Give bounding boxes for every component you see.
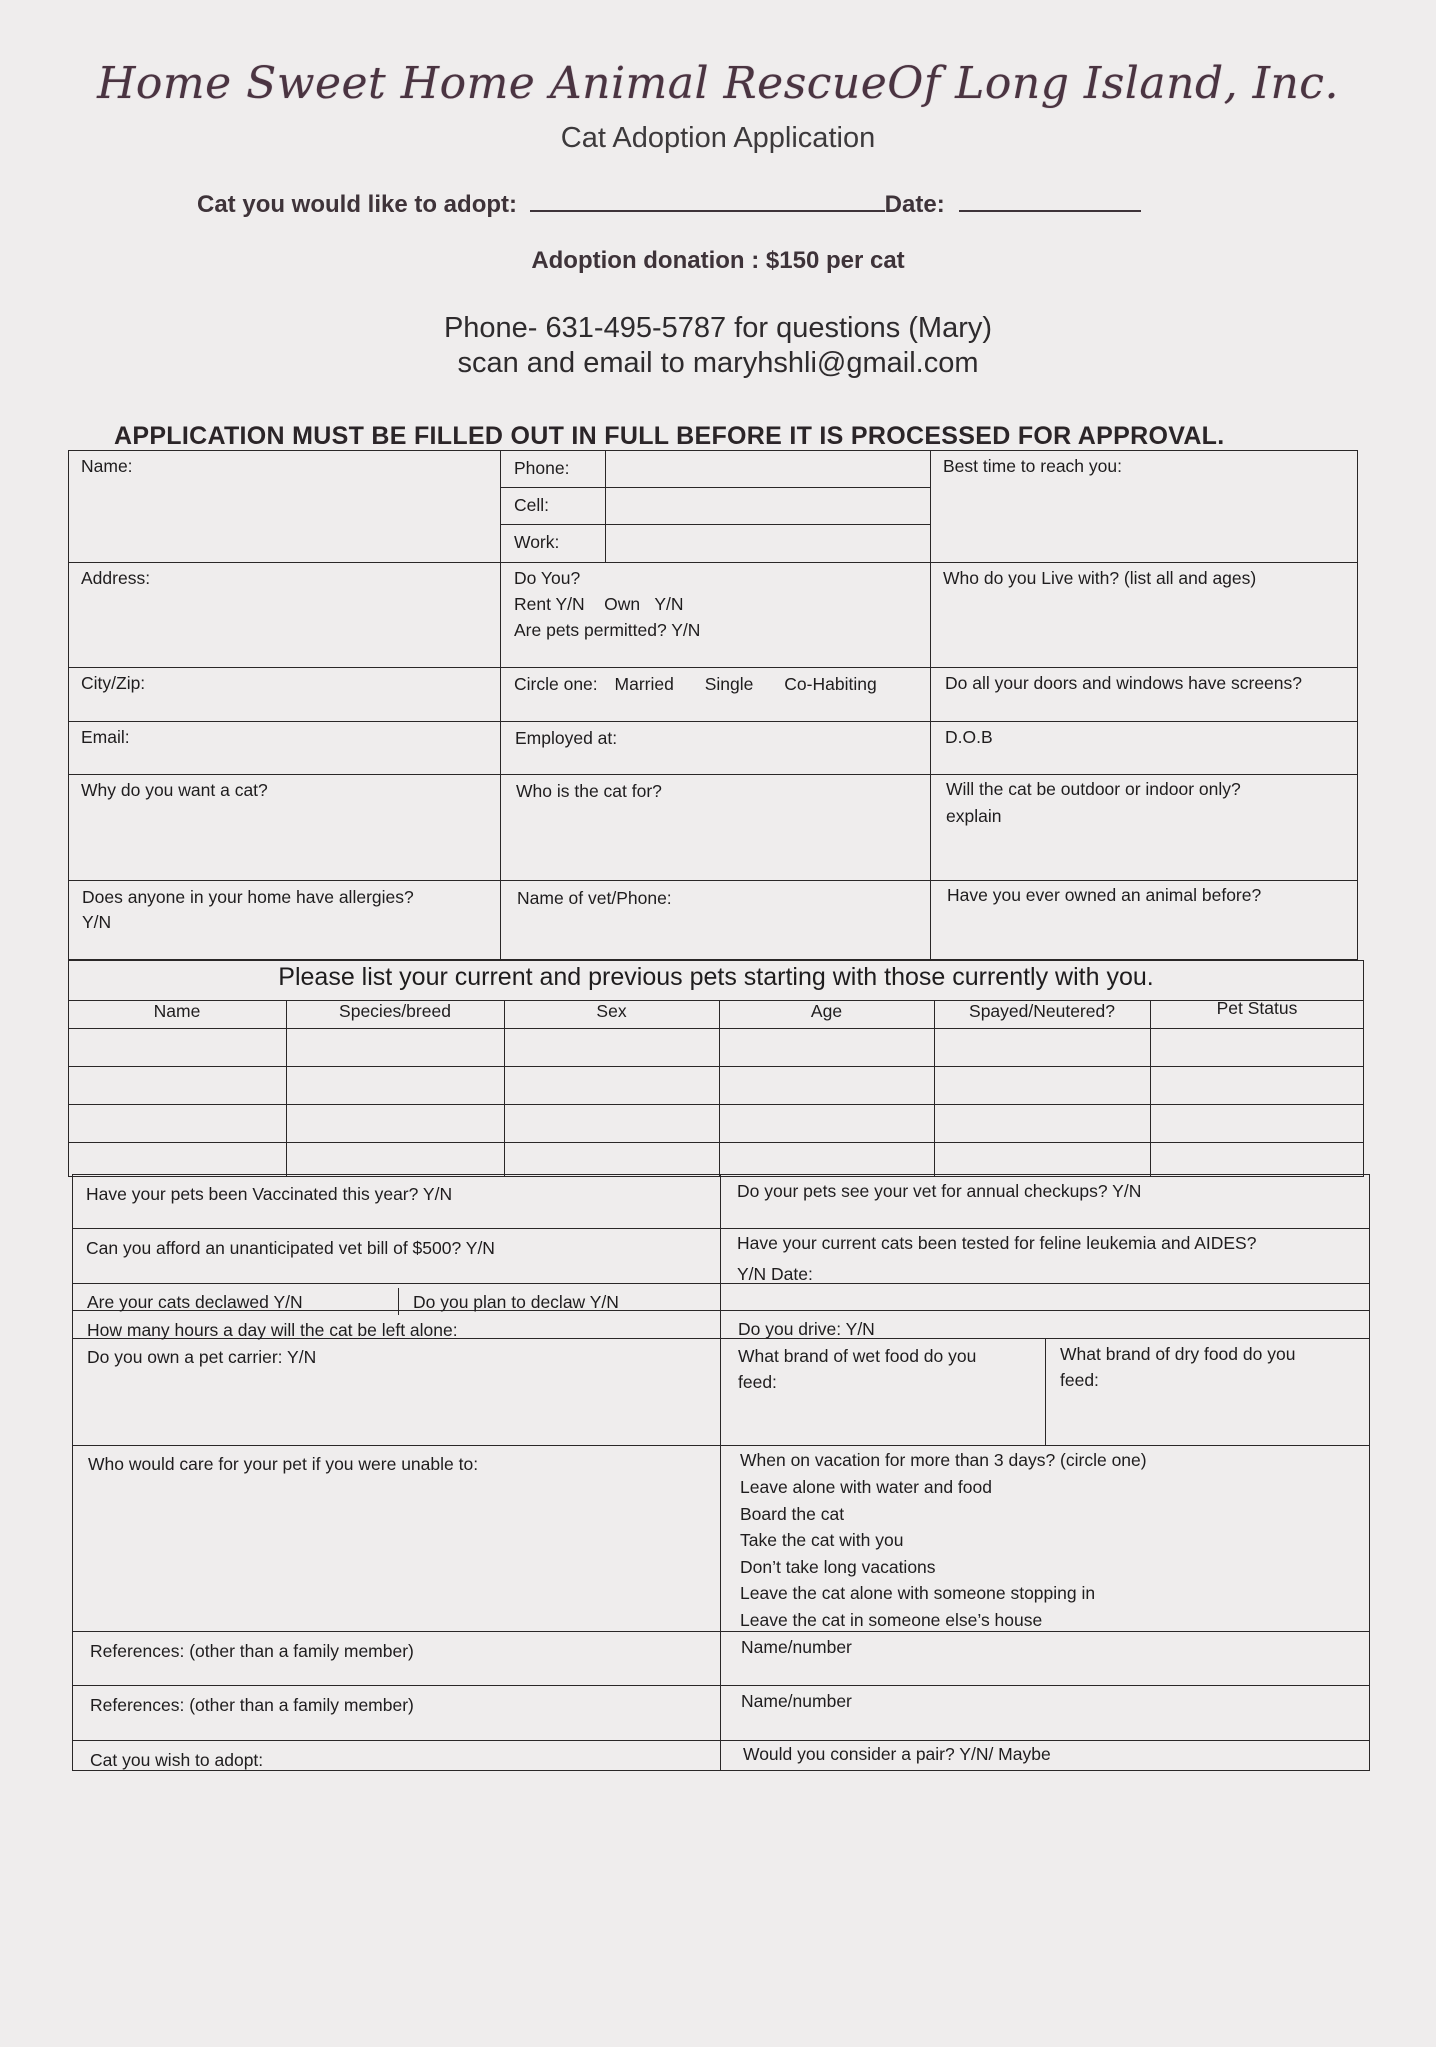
col-header-age: Age bbox=[810, 1001, 843, 1021]
who-care-field[interactable]: Who would care for your pet if you were unable to: bbox=[88, 1454, 479, 1474]
rent-own-field[interactable]: Rent Y/N Own Y/N bbox=[514, 594, 684, 614]
cat-adopt-row bbox=[197, 188, 1141, 219]
drive-field[interactable]: Do you drive: Y/N bbox=[738, 1319, 875, 1339]
col-header-spayed: Spayed/Neutered? bbox=[969, 1001, 1115, 1021]
cat-wish-field[interactable]: Cat you wish to adopt: bbox=[90, 1750, 264, 1770]
pet-cell[interactable] bbox=[288, 1030, 502, 1064]
cat-adopt-field[interactable] bbox=[530, 188, 885, 212]
phone-field[interactable]: Phone: bbox=[514, 458, 570, 478]
divider bbox=[68, 880, 1358, 881]
divider bbox=[1045, 1338, 1046, 1445]
divider bbox=[719, 1000, 720, 1177]
pets-table-heading: Please list your current and previous pets starting with those currently with you. bbox=[278, 963, 1154, 991]
pet-cell[interactable] bbox=[70, 1030, 284, 1064]
best-time-field[interactable]: Best time to reach you: bbox=[943, 456, 1122, 476]
vaccinated-field[interactable]: Have your pets been Vaccinated this year? Y/N bbox=[86, 1184, 453, 1204]
reference2-field[interactable]: References: (other than a family member) bbox=[90, 1695, 414, 1715]
cat-for-field[interactable]: Who is the cat for? bbox=[516, 781, 662, 801]
pair-field[interactable]: Would you consider a pair? Y/N/ Maybe bbox=[743, 1744, 1051, 1764]
pet-cell[interactable] bbox=[506, 1068, 717, 1102]
option-married[interactable]: Married bbox=[614, 674, 674, 694]
col-header-species: Species/breed bbox=[339, 1001, 451, 1021]
pet-cell[interactable] bbox=[288, 1144, 502, 1175]
divider bbox=[72, 1740, 1370, 1741]
divider bbox=[500, 524, 930, 525]
form-title: Cat Adoption Application bbox=[560, 122, 876, 154]
divider bbox=[930, 450, 931, 960]
divider bbox=[934, 1000, 935, 1177]
dry-food-feed: feed: bbox=[1060, 1370, 1099, 1390]
date-field[interactable] bbox=[959, 188, 1141, 212]
pet-cell[interactable] bbox=[721, 1106, 932, 1140]
declawed-field[interactable]: Are your cats declawed Y/N bbox=[87, 1292, 303, 1312]
dry-food-field[interactable]: What brand of dry food do you bbox=[1060, 1344, 1296, 1364]
vet-bill-field[interactable]: Can you afford an unanticipated vet bill of $500? Y/N bbox=[86, 1238, 495, 1258]
vacation-option[interactable]: Leave alone with water and food bbox=[740, 1477, 992, 1497]
screens-field[interactable]: Do all your doors and windows have screens? bbox=[945, 673, 1302, 693]
plan-declaw-field[interactable]: Do you plan to declaw Y/N bbox=[413, 1292, 619, 1312]
name-field[interactable]: Name: bbox=[81, 456, 133, 476]
org-name: Home Sweet Home Animal RescueOf Long Island, Inc. bbox=[97, 58, 1339, 109]
outdoor-indoor-field[interactable]: Will the cat be outdoor or indoor only? bbox=[946, 779, 1241, 799]
divider bbox=[1150, 1000, 1151, 1177]
divider bbox=[68, 667, 1358, 668]
reference2-contact[interactable]: Name/number bbox=[741, 1691, 852, 1711]
work-field[interactable]: Work: bbox=[514, 532, 560, 552]
pet-cell[interactable] bbox=[506, 1106, 717, 1140]
divider bbox=[72, 1445, 1370, 1446]
divider bbox=[68, 721, 1358, 722]
allergies-yn: Y/N bbox=[82, 912, 112, 932]
employed-field[interactable]: Employed at: bbox=[515, 728, 618, 748]
owned-before-field[interactable]: Have you ever owned an animal before? bbox=[947, 885, 1262, 905]
pet-cell[interactable] bbox=[506, 1144, 717, 1175]
col-header-status: Pet Status bbox=[1216, 998, 1298, 1018]
pet-cell[interactable] bbox=[1152, 1144, 1362, 1175]
city-zip-field[interactable]: City/Zip: bbox=[81, 673, 146, 693]
allergies-field[interactable]: Does anyone in your home have allergies? bbox=[82, 887, 414, 907]
leukemia-field[interactable]: Have your current cats been tested for feline leukemia and AIDES? bbox=[737, 1233, 1257, 1253]
divider bbox=[68, 562, 1358, 563]
divider bbox=[72, 1283, 1370, 1284]
vacation-option[interactable]: Leave the cat alone with someone stopping in bbox=[740, 1583, 1096, 1603]
divider bbox=[72, 1685, 1370, 1686]
vacation-option[interactable]: Board the cat bbox=[740, 1503, 845, 1524]
divider bbox=[68, 1142, 1364, 1143]
cat-adopt-label: Cat you would like to adopt: bbox=[197, 191, 517, 218]
option-single[interactable]: Single bbox=[704, 674, 754, 694]
option-co-habiting[interactable]: Co-Habiting bbox=[784, 674, 877, 694]
cell-field[interactable]: Cell: bbox=[514, 495, 550, 515]
vacation-question: When on vacation for more than 3 days? (circle one) bbox=[740, 1450, 1147, 1470]
divider bbox=[720, 1174, 721, 1771]
pet-cell[interactable] bbox=[936, 1144, 1148, 1175]
pet-cell[interactable] bbox=[721, 1030, 932, 1064]
pet-cell[interactable] bbox=[288, 1068, 502, 1102]
pet-cell[interactable] bbox=[936, 1068, 1148, 1102]
pet-cell[interactable] bbox=[70, 1106, 284, 1140]
pet-cell[interactable] bbox=[721, 1144, 932, 1175]
wet-food-field[interactable]: What brand of wet food do you bbox=[738, 1346, 977, 1366]
email-field[interactable]: Email: bbox=[81, 727, 130, 747]
divider bbox=[68, 774, 1358, 775]
explain-label: explain bbox=[946, 806, 1002, 826]
pet-cell[interactable] bbox=[70, 1144, 284, 1175]
vacation-option[interactable]: Take the cat with you bbox=[740, 1530, 904, 1550]
circle-one-label: Circle one: bbox=[514, 674, 598, 694]
fill-out-warning: APPLICATION MUST BE FILLED OUT IN FULL BEFORE IT IS PROCESSED FOR APPROVAL. bbox=[114, 422, 1225, 450]
pet-cell[interactable] bbox=[721, 1068, 932, 1102]
divider bbox=[68, 1028, 1364, 1029]
annual-checkups-field[interactable]: Do your pets see your vet for annual checkups? Y/N bbox=[737, 1181, 1142, 1201]
pet-cell[interactable] bbox=[1152, 1068, 1362, 1102]
reference1-contact[interactable]: Name/number bbox=[741, 1637, 852, 1657]
marital-status-row bbox=[514, 671, 877, 697]
col-header-sex: Sex bbox=[596, 1001, 627, 1021]
why-cat-field[interactable]: Why do you want a cat? bbox=[81, 780, 268, 800]
pet-cell[interactable] bbox=[506, 1030, 717, 1064]
address-field[interactable]: Address: bbox=[81, 568, 151, 588]
divider bbox=[72, 1631, 1370, 1632]
carrier-field[interactable]: Do you own a pet carrier: Y/N bbox=[87, 1347, 317, 1367]
divider bbox=[72, 1228, 1370, 1229]
pet-cell[interactable] bbox=[936, 1106, 1148, 1140]
contact-email: scan and email to maryhshli@gmail.com bbox=[457, 347, 979, 379]
divider bbox=[500, 450, 501, 960]
col-header-name: Name bbox=[153, 1001, 201, 1021]
dob-field[interactable]: D.O.B bbox=[945, 727, 993, 747]
vacation-option[interactable]: Leave the cat in someone else’s house bbox=[740, 1609, 1043, 1630]
divider bbox=[500, 487, 930, 488]
wet-food-feed: feed: bbox=[738, 1372, 777, 1392]
vet-field[interactable]: Name of vet/Phone: bbox=[517, 888, 672, 908]
divider bbox=[398, 1288, 399, 1315]
divider bbox=[504, 1000, 505, 1177]
contact-phone: Phone- 631-495-5787 for questions (Mary) bbox=[443, 312, 993, 344]
hours-alone-field[interactable]: How many hours a day will the cat be left alone: bbox=[87, 1320, 458, 1340]
divider bbox=[68, 1066, 1364, 1067]
adoption-donation: Adoption donation : $150 per cat bbox=[531, 247, 905, 274]
live-with-field[interactable]: Who do you Live with? (list all and ages) bbox=[943, 568, 1257, 588]
pet-cell[interactable] bbox=[70, 1068, 284, 1102]
pet-cell[interactable] bbox=[936, 1030, 1148, 1064]
divider bbox=[68, 1104, 1364, 1105]
pet-cell[interactable] bbox=[1152, 1030, 1362, 1064]
divider bbox=[286, 1000, 287, 1177]
leukemia-date-field[interactable]: Y/N Date: bbox=[737, 1264, 813, 1284]
reference1-field[interactable]: References: (other than a family member) bbox=[90, 1641, 414, 1661]
divider bbox=[605, 450, 606, 562]
pets-permitted-field[interactable]: Are pets permitted? Y/N bbox=[514, 620, 701, 640]
pet-cell[interactable] bbox=[1152, 1106, 1362, 1140]
pet-cell[interactable] bbox=[288, 1106, 502, 1140]
date-label: Date: bbox=[884, 191, 945, 218]
do-you-label: Do You? bbox=[514, 568, 581, 588]
vacation-option[interactable]: Don’t take long vacations bbox=[740, 1556, 936, 1577]
